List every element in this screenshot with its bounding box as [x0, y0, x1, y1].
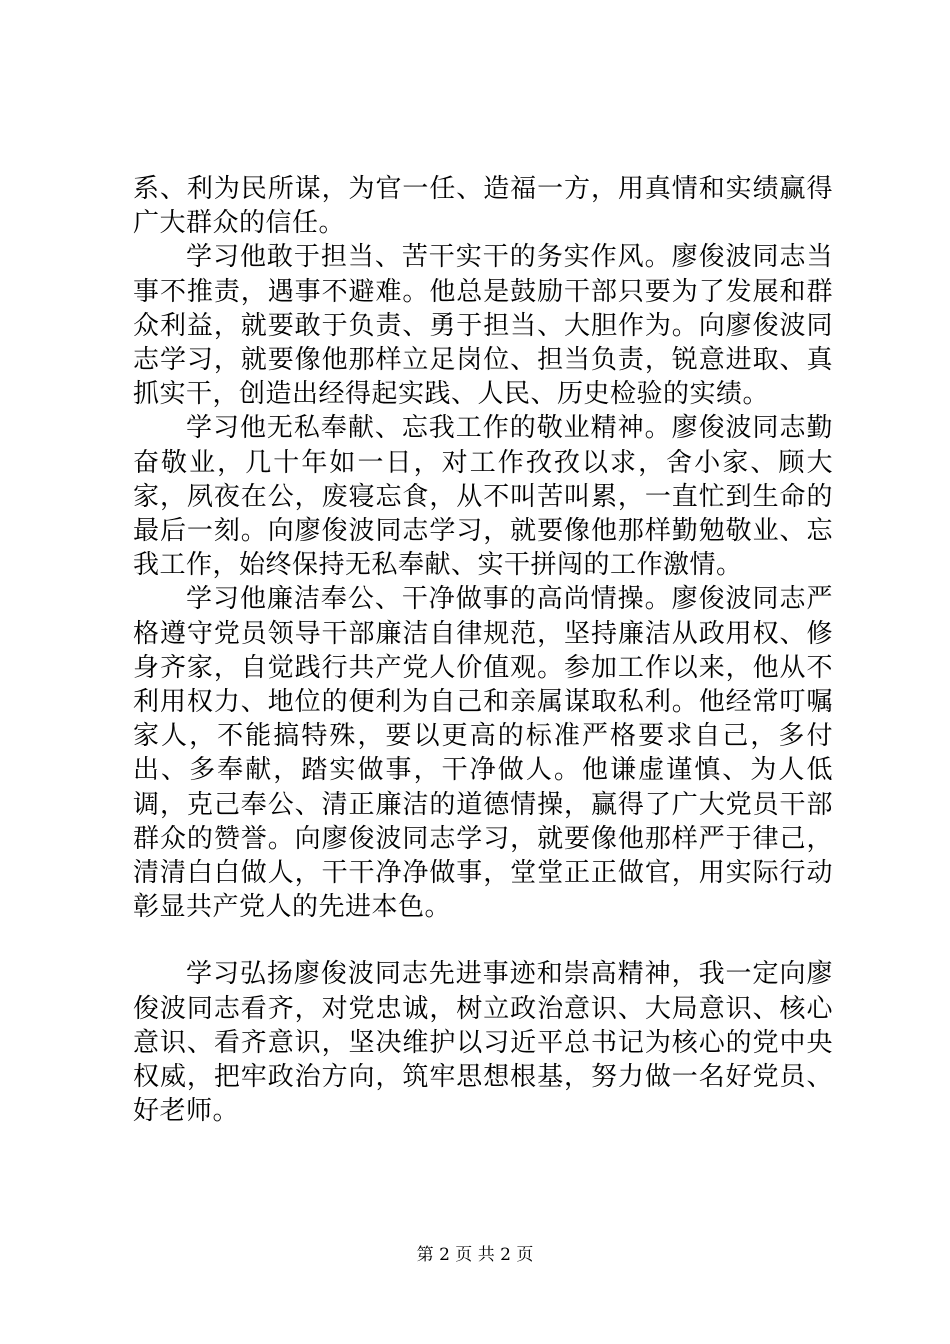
paragraph-conclusion: 学习弘扬廖俊波同志先进事迹和崇高精神，我一定向廖俊波同志看齐，对党忠诚，树立政治意识、大局意识、核心意识、看齐意识，坚决维护以习近平总书记为核心的党中央权威，把牢政治方向，筑牢思想根基，努力做一名好党员、好老师。	[133, 959, 833, 1127]
paragraph-dedication: 学习他无私奉献、忘我工作的敬业精神。廖俊波同志勤奋敬业，几十年如一日，对工作孜孜以求，舍小家、顾大家，夙夜在公，废寝忘食，从不叫苦叫累，一直忙到生命的最后一刻。向廖俊波同志学习，就要像他那样勤勉敬业、忘我工作，始终保持无私奉献、实干拼闯的工作激情。	[133, 413, 833, 581]
document-body	[133, 172, 833, 1128]
paragraph-continuation: 系、利为民所谋，为官一任、造福一方，用真情和实绩赢得广大群众的信任。	[133, 174, 833, 239]
page-footer: 第 2 页 共 2 页	[416, 1245, 534, 1265]
paragraph-pragmatic-style: 学习他敢于担当、苦干实干的务实作风。廖俊波同志当事不推责，遇事不避难。他总是鼓励干部只要为了发展和群众利益，就要敢于负责、勇于担当、大胆作为。向廖俊波同志学习，就要像他那样立足岗位、担当负责，锐意进取、真抓实干，创造出经得起实践、人民、历史检验的实绩。	[133, 242, 833, 410]
paragraph-integrity: 学习他廉洁奉公、干净做事的高尚情操。廖俊波同志严格遵守党员领导干部廉洁自律规范，坚持廉洁从政用权、修身齐家，自觉践行共产党人价值观。参加工作以来，他从不利用权力、地位的便利为自己和亲属谋取私利。他经常叮嘱家人，不能搞特殊，要以更高的标准严格要求自己，多付出、多奉献，踏实做事，干净做人。他谦虚谨慎、为人低调，克己奉公、清正廉洁的道德情操，赢得了广大党员干部群众的赞誉。向廖俊波同志学习，就要像他那样严于律己，清清白白做人，干干净净做事，堂堂正正做官，用实际行动彰显共产党人的先进本色。	[133, 584, 833, 923]
